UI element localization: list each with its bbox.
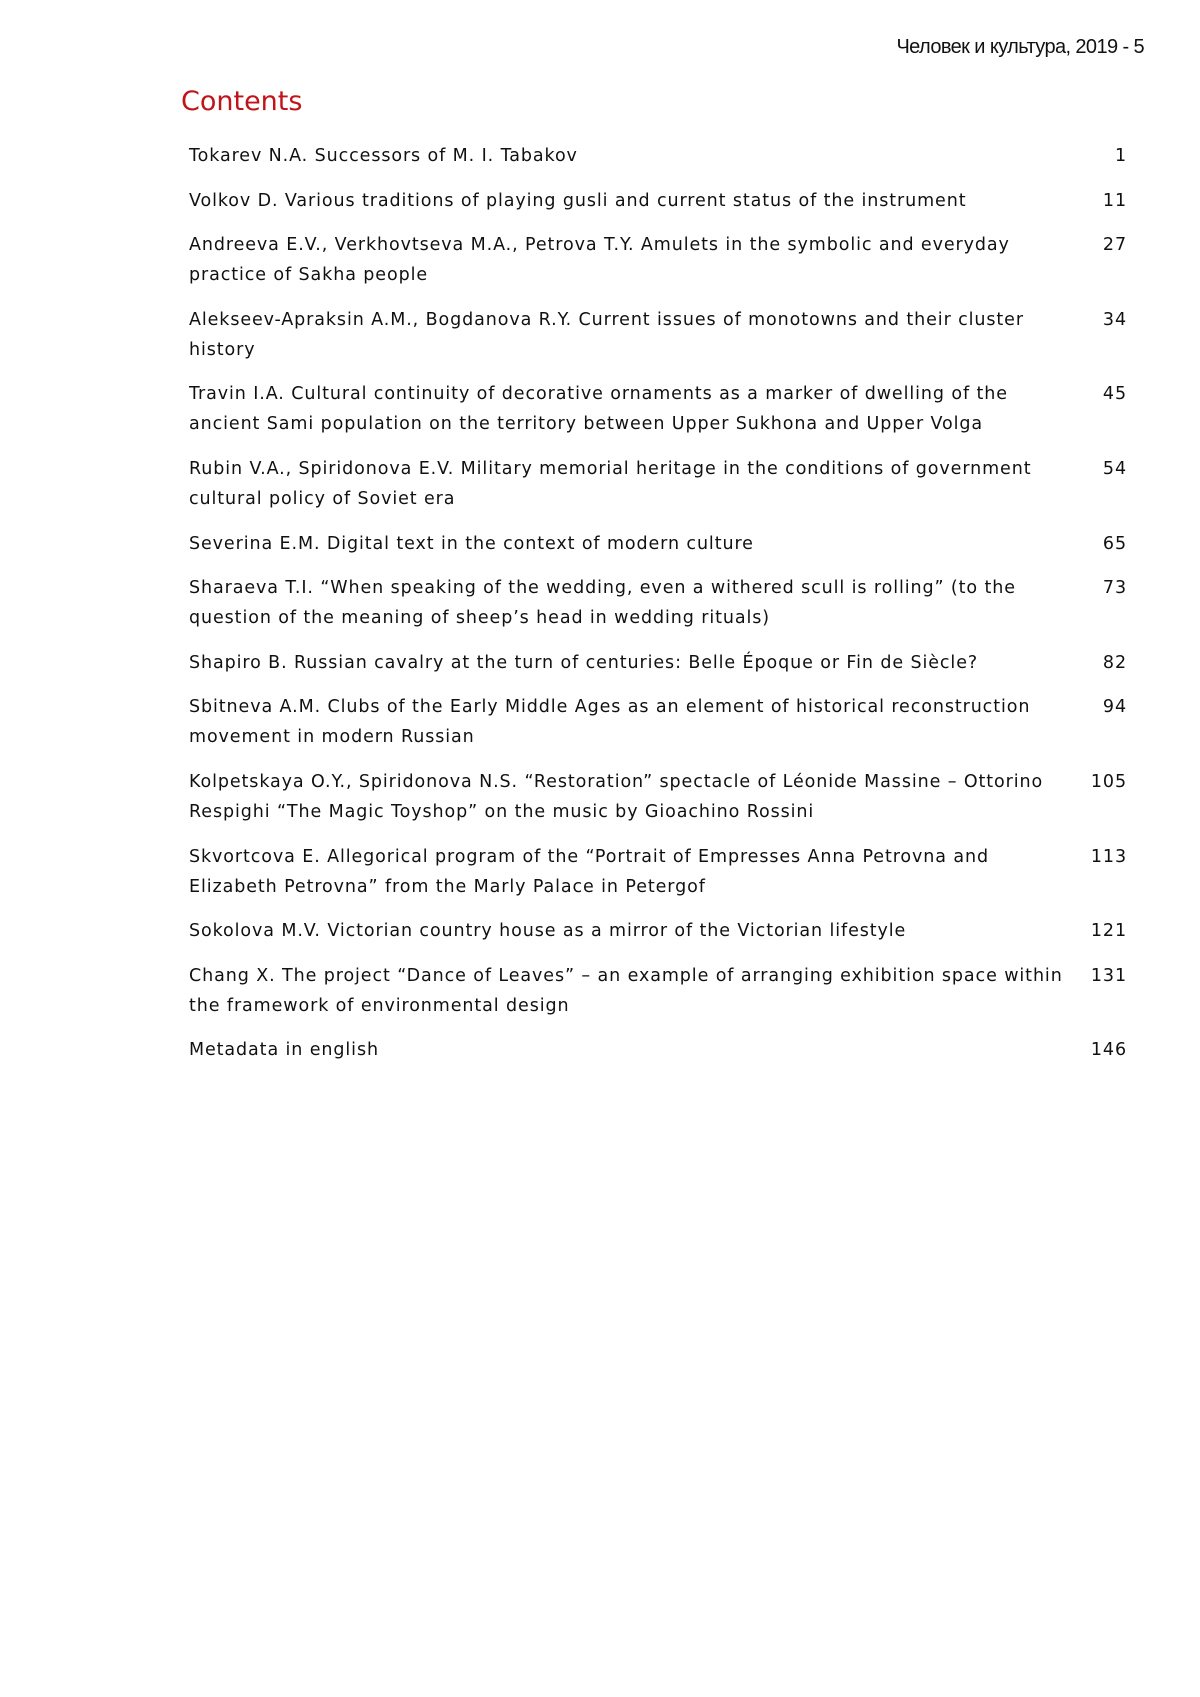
toc-entry-title: Andreeva E.V., Verkhovtseva M.A., Petrova T.Y. Amulets in the symbolic and everyday practice of Sakha people	[189, 235, 1010, 286]
toc-entry-title: Severina E.M. Digital text in the context of modern culture	[189, 533, 754, 554]
toc-entry-title: Travin I.A. Cultural continuity of decorative ornaments as a marker of dwelling of the ancient Sami population on the territory between Upper Sukhona and Upper Volga	[189, 384, 1008, 435]
toc-entry-page: 11	[1102, 190, 1127, 211]
toc-entry-title: Shapiro B. Russian cavalry at the turn of centuries: Belle Époque or Fin de Siècle?	[189, 652, 979, 673]
toc-entry-page: 105	[1090, 771, 1127, 792]
toc-entry-page: 34	[1102, 309, 1127, 330]
toc-entry[interactable]	[189, 916, 1127, 946]
toc-entry-title: Volkov D. Various traditions of playing gusli and current status of the instrument	[189, 190, 967, 211]
contents-title: Contents	[181, 86, 303, 117]
toc-entry[interactable]	[189, 961, 1127, 1021]
toc-entry-title: Metadata in english	[189, 1040, 379, 1061]
toc-entry-page: 73	[1102, 578, 1127, 599]
toc-entry-title: Sokolova M.V. Victorian country house as a mirror of the Victorian lifestyle	[189, 921, 907, 942]
toc-entry-title: Alekseev-Apraksin A.M., Bogdanova R.Y. Current issues of monotowns and their cluster history	[189, 309, 1024, 360]
toc-entry-page: 27	[1102, 235, 1127, 256]
toc-entry-page: 131	[1090, 965, 1127, 986]
toc-entry-title: Tokarev N.A. Successors of M. I. Tabakov	[189, 146, 578, 166]
toc-entry-page: 65	[1102, 533, 1127, 554]
toc-entry-page: 113	[1090, 846, 1127, 867]
toc-entry-title: Chang X. The project “Dance of Leaves” – an example of arranging exhibition space within the framework of environmental design	[189, 965, 1063, 1016]
toc-entry-page: 54	[1102, 458, 1127, 479]
toc-entry-page: 45	[1102, 384, 1127, 405]
toc-entry[interactable]	[189, 454, 1127, 514]
toc-entry-title: Kolpetskaya O.Y., Spiridonova N.S. “Restoration” spectacle of Léonide Massine – Ottorino Respighi “The Magic Toyshop” on the music by Gioachino Rossini	[189, 771, 1044, 822]
toc-entry[interactable]	[189, 186, 1127, 216]
toc-entry-title: Rubin V.A., Spiridonova E.V. Military memorial heritage in the conditions of government cultural policy of Soviet era	[189, 458, 1032, 509]
toc-entry[interactable]	[189, 1035, 1127, 1065]
toc-entry-page: 1	[1114, 146, 1127, 166]
toc-entry[interactable]	[189, 529, 1127, 559]
toc-entry-title: Sbitneva A.M. Clubs of the Early Middle Ages as an element of historical reconstruction movement in modern Russian	[189, 697, 1031, 748]
toc-entry[interactable]	[189, 573, 1127, 633]
toc-entry[interactable]	[189, 379, 1127, 439]
toc-entry-title: Skvortcova E. Allegorical program of the “Portrait of Empresses Anna Petrovna and Elizabeth Petrovna” from the Marly Palace in Petergof	[189, 846, 989, 897]
toc-entry[interactable]	[189, 305, 1127, 365]
toc-entry-page: 121	[1090, 921, 1127, 942]
running-header: Человек и культура, 2019 - 5	[896, 36, 1144, 58]
toc-entry[interactable]	[189, 842, 1127, 902]
toc-entry-page: 146	[1090, 1040, 1127, 1061]
toc-entry[interactable]	[189, 692, 1127, 752]
toc-entry-page: 82	[1102, 652, 1127, 673]
toc-entry[interactable]	[189, 141, 1127, 171]
table-of-contents	[189, 141, 1127, 1080]
toc-entry[interactable]	[189, 767, 1127, 827]
toc-entry-title: Sharaeva T.I. “When speaking of the wedding, even a withered scull is rolling” (to the question of the meaning of sheep’s head in wedding rituals)	[189, 578, 1016, 629]
toc-entry[interactable]	[189, 230, 1127, 290]
toc-entry[interactable]	[189, 648, 1127, 678]
toc-entry-page: 94	[1102, 697, 1127, 718]
